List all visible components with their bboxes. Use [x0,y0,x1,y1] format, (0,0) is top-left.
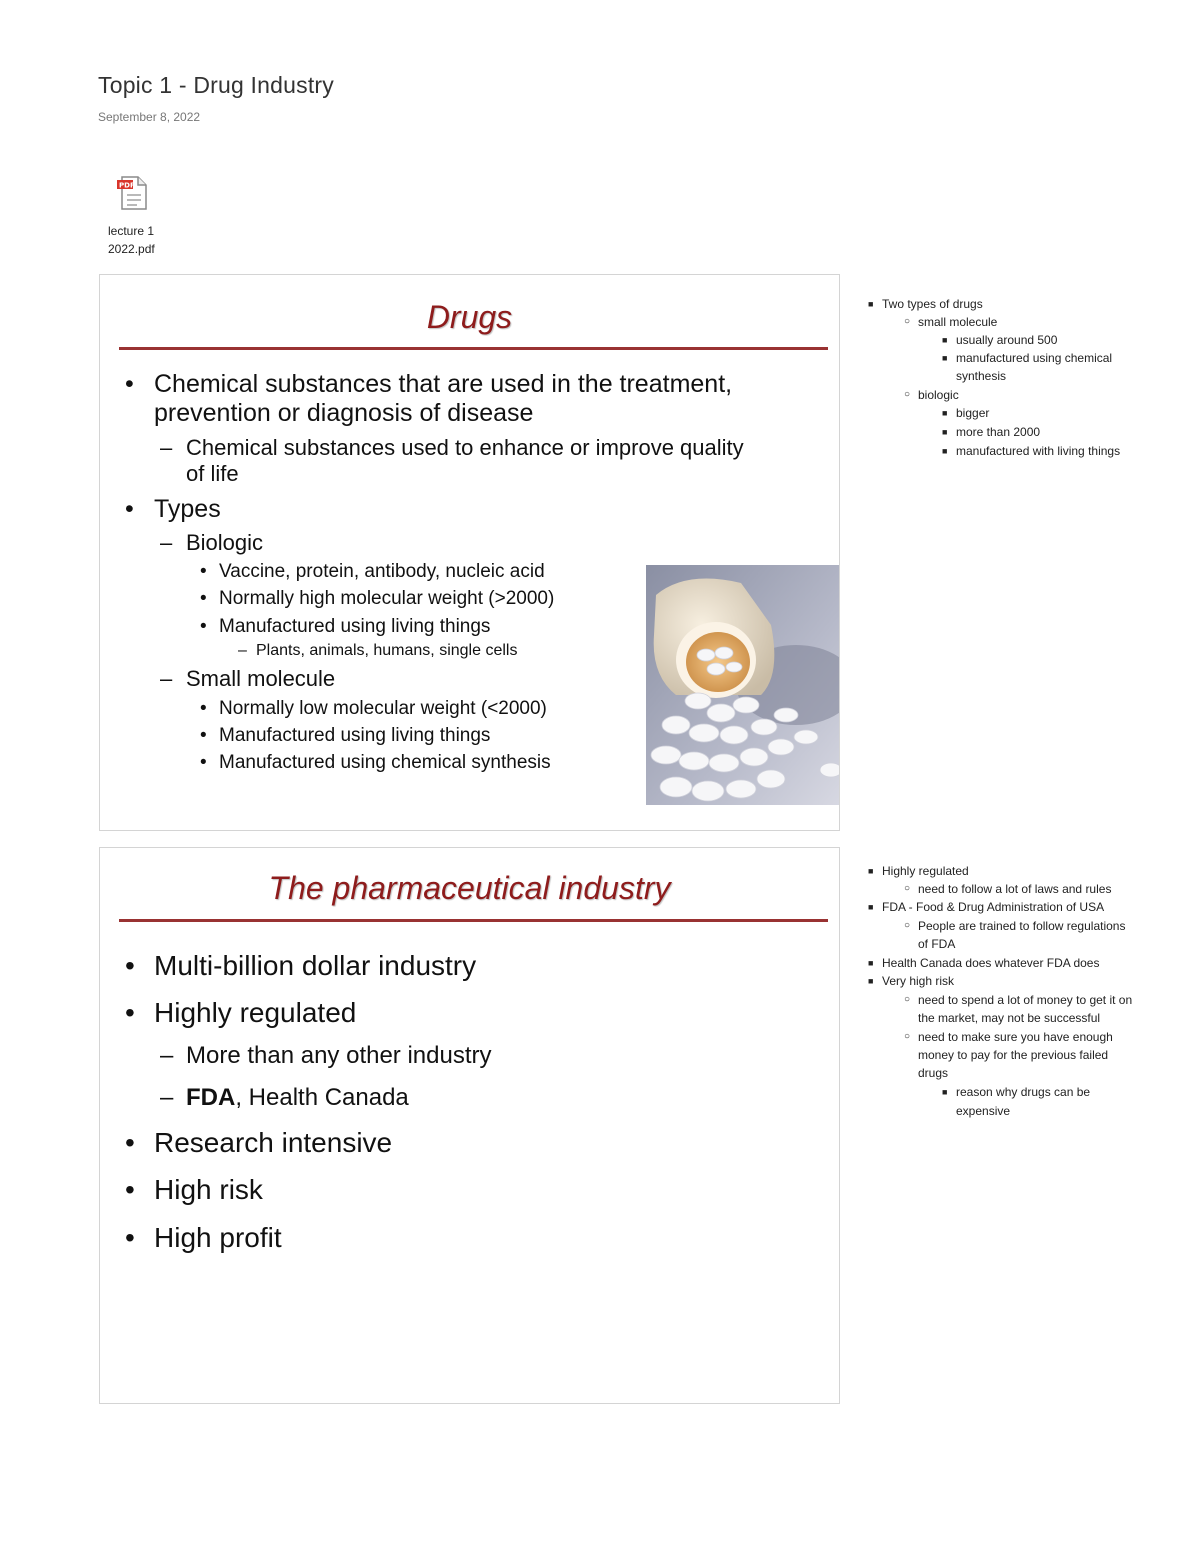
slide-level4-bullet: – Plants, animals, humans, single cells [238,642,518,659]
attachment-filename: lecture 1 2022.pdf [108,224,155,256]
slide-bullet: • Chemical substances that are used in the treatment, [125,370,733,398]
note-item[interactable]: ○ need to spend a lot of money to get it on [904,993,1133,1007]
note-item[interactable]: ○ biologic [904,388,959,402]
note-item[interactable]: ○ need to make sure you have enough [904,1030,1113,1044]
slide-bullet: • Research intensive [125,1127,393,1158]
note-item[interactable]: ■ reason why drugs can be [942,1085,1091,1099]
note-item-continued[interactable]: synthesis [956,369,1007,383]
note-item[interactable]: ○ small molecule [904,315,998,329]
slide-sub-sub-bullet: • Normally high molecular weight (>2000) [200,588,555,609]
note-item-continued[interactable]: expensive [956,1104,1011,1118]
slide-bullet: • Types [125,495,221,523]
slide-bullet: • Highly regulated [125,997,357,1028]
slide-title: Drugs [426,299,513,335]
slide-sub-bullet: – Small molecule [160,666,336,691]
slide-bullet: • Multi-billion dollar industry [125,950,477,981]
note-item[interactable]: ○ People are trained to follow regulations [904,919,1126,933]
slide-pharmaceutical-industry [99,847,840,1404]
note-item[interactable]: ○ need to follow a lot of laws and rules [904,882,1112,896]
slide-sub-bullet: – Chemical substances used to enhance or improve quality [160,435,744,460]
slide-bullet: • High profit [125,1222,282,1253]
slide-sub-sub-bullet: • Vaccine, protein, antibody, nucleic acid [200,561,545,582]
slide-sub-sub-bullet: • Manufactured using living things [200,725,491,746]
note-item-continued[interactable]: of FDA [918,937,956,951]
page-date: September 8, 2022 [98,110,201,124]
fda-bold-text: FDA [186,1084,236,1111]
note-item[interactable]: ■ manufactured with living things [942,444,1121,458]
slide-divider [119,347,828,350]
note-item[interactable]: ■ manufactured using chemical [942,351,1113,365]
note-item[interactable]: ■ bigger [942,406,990,420]
slide-divider [119,919,828,922]
note-item[interactable]: ■ FDA - Food & Drug Administration of USA [868,900,1105,914]
slide-title: The pharmaceutical industry [268,870,671,906]
note-item[interactable]: ■ Two types of drugs [868,297,983,311]
note-item-continued[interactable]: drugs [918,1066,949,1080]
slide-sub-sub-bullet: • Normally low molecular weight (<2000) [200,698,547,719]
slide-sub-bullet: – FDA, Health Canada [160,1084,409,1111]
slide-drugs: Drugs • Chemical substances that are used in the treatment, prevention or diagnosis of disease – Chemical substances used to enhance or improve quality of life • Types – Biologic • Vaccine, protein, antibody, nucleic acid • Normally high molecular weight (>2000) • Manufactured using living things – Plants, animals, humans, single cells – Small molecule • Normally low molecular weight (<2000) • Manufactured using living things • Manufactured using chemical synthesis [99,274,840,831]
page-title: Topic 1 - Drug Industry [98,72,334,98]
note-item[interactable]: ■ usually around 500 [942,333,1058,347]
slide-sub-bullet: – Biologic [160,530,264,555]
slide-bullet: • High risk [125,1174,263,1205]
note-item[interactable]: ■ Highly regulated [868,864,969,878]
note-item[interactable]: ■ Health Canada does whatever FDA does [868,956,1100,970]
note-item-continued[interactable]: money to pay for the previous failed [918,1048,1109,1062]
pdf-file-icon [116,175,150,211]
slide-sub-sub-bullet: • Manufactured using chemical synthesis [200,752,551,773]
note-item[interactable]: ■ Very high risk [868,974,955,988]
spilled-pill-bottle-photo [646,565,839,805]
note-item-continued[interactable]: the market, may not be successful [918,1011,1101,1025]
slide-sub-sub-bullet: • Manufactured using living things [200,616,491,637]
svg-text:PDF: PDF [119,181,135,190]
slide-sub-bullet: – More than any other industry [160,1042,492,1069]
note-item[interactable]: ■ more than 2000 [942,425,1041,439]
